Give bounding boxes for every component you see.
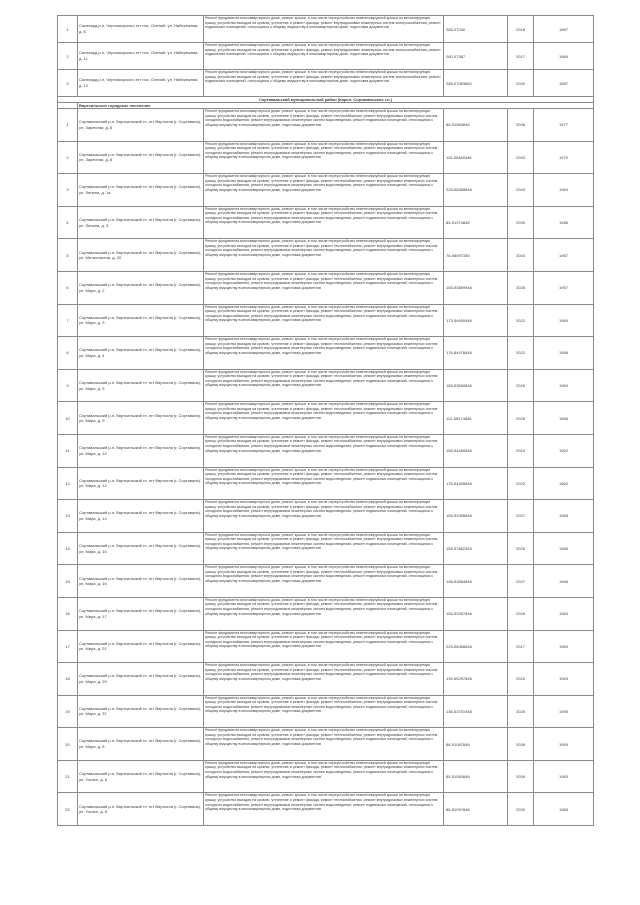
section-title: Сортавальский муниципальный район (Карел. Сортавальское г.п.) bbox=[58, 97, 594, 103]
build-year-cell: 1957 bbox=[534, 271, 594, 304]
table-row bbox=[58, 793, 594, 826]
work-description-cell: Ремонт фундамента многоквартирного дома, ремонт крыши, в том числе переустройство невентилируемой крыши на вентилируемую крышу, устройство выходов на кровлю, утепление и ремонт фасада, ремонт теплоснабжения, ремонт внутридомовых инженерных систем холодного водоснабжения, ремонт внутридомовых инженерных систем водоотведения, ремонт подвальных помещений, относящихся к общему имуществу в многоквартирном доме, подготовка документов bbox=[204, 630, 444, 663]
identifier-cell: 155-53396846 bbox=[444, 500, 508, 533]
build-year-cell: 1963 bbox=[534, 597, 594, 630]
address-cell: Сортавальский р-н, Вяртсильский гп, пгт Вяртсиля (г. Сортавала), ул. Заречная, д. 8 bbox=[78, 141, 204, 174]
table-row bbox=[58, 597, 594, 630]
work-description-cell: Ремонт фундамента многоквартирного дома, ремонт крыши, в том числе переустройство невентилируемой крыши на вентилируемую крышу, устройство выходов на кровлю, утепление и ремонт фасада, ремонт теплоснабжения, ремонт внутридомовых инженерных систем холодного водоснабжения, ремонт внутридомовых инженерных систем водоотведения, ремонт подвальных помещений, относящихся к общему имуществу в многоквартирном доме, подготовка документов bbox=[204, 760, 444, 793]
planned-year-cell: 2030 bbox=[508, 206, 534, 239]
planned-year-cell: 2039 bbox=[508, 760, 534, 793]
planned-year-cell: 2026 bbox=[508, 369, 534, 402]
row-number: 21 bbox=[58, 760, 78, 793]
table-row bbox=[58, 728, 594, 761]
row-number: 17 bbox=[58, 630, 78, 663]
address-cell: Сортавальский р-н, Вяртсильский гп, пгт Вяртсиля (г. Сортавала), ул. Угольн, д. 8 bbox=[78, 793, 204, 826]
table-body-main bbox=[58, 109, 594, 826]
address-cell: Сортавальский р-н, Вяртсильский гп, пгт Вяртсиля (г. Сортавала), ул. Мира, д. 12 bbox=[78, 467, 204, 500]
register-table-sheet bbox=[57, 15, 593, 826]
identifier-cell: 112-55374846 bbox=[444, 402, 508, 435]
table-row bbox=[58, 206, 594, 239]
work-description-cell: Ремонт фундамента многоквартирного дома, ремонт крыши, в том числе переустройство невентилируемой крыши на вентилируемую крышу, устройство выходов на кровлю, утепление и ремонт фасада, ремонт теплоснабжения, ремонт внутридомовых инженерных систем холодного водоснабжения, ремонт внутридомовых инженерных систем водоотведения, ремонт подвальных помещений, относящихся к общему имуществу в многоквартирном доме, подготовка документов bbox=[204, 532, 444, 565]
identifier-cell: 176-54406846 bbox=[444, 467, 508, 500]
build-year-cell: 1977 bbox=[534, 109, 594, 142]
build-year-cell: 1963 bbox=[534, 663, 594, 696]
address-cell: Сортавальский р-н, Вяртсильский гп, пгт Вяртсиля (г. Сортавала), ул. Мира, д. 16 bbox=[78, 565, 204, 598]
work-description-cell: Ремонт фундамента многоквартирного дома, ремонт крыши, в том числе переустройство невентилируемой крыши на вентилируемую крышу, устройство выходов на кровлю, утепление и ремонт фасада, ремонт теплоснабжения, ремонт внутридомовых инженерных систем холодного водоснабжения, ремонт внутридомовых инженерных систем водоотведения, ремонт подвальных помещений, относящихся к общему имуществу в многоквартирном доме, подготовка документов bbox=[204, 337, 444, 370]
work-description-cell: Ремонт фундамента многоквартирного дома, ремонт крыши, в том числе переустройство невентилируемой крыши на вентилируемую крышу, устройство выходов на кровлю, утепление и ремонт фасада, ремонт теплоснабжения, ремонт внутридомовых инженерных систем холодного водоснабжения, ремонт внутридомовых инженерных систем водоотведения, ремонт подвальных помещений, относящихся к общему имуществу в многоквартирном доме, подготовка документов bbox=[204, 663, 444, 696]
work-description-cell: Ремонт фундамента многоквартирного дома, ремонт крыши, в том числе переустройство невентилируемой крыши на вентилируемую крышу, устройство выходов на кровлю, утепление и ремонт фасада, ремонт теплоснабжения, ремонт внутридомовых инженерных систем холодного водоснабжения, ремонт внутридомовых инженерных систем водоотведения, ремонт подвальных помещений, относящихся к общему имуществу в многоквартирном доме, подготовка документов bbox=[204, 565, 444, 598]
subsection-title: Вяртсильское городское поселение bbox=[78, 103, 594, 109]
identifier-cell: 76-58097335 bbox=[444, 239, 508, 272]
row-number: 3 bbox=[58, 70, 78, 97]
identifier-cell: 86-91984846 bbox=[444, 109, 508, 142]
address-cell: Сортавальский р-н, Вяртсильский гп, пгт Вяртсиля (г. Сортавала), ул. Ленина, д. 1а bbox=[78, 174, 204, 207]
address-cell: Сортавальский р-н, Вяртсильский гп, пгт Вяртсиля (г. Сортавала), ул. Мира, д. 21 bbox=[78, 630, 204, 663]
row-number: 12 bbox=[58, 467, 78, 500]
work-description-cell: Ремонт фундамента многоквартирного дома, ремонт крыши, в том числе переустройство невентилируемой крыши на вентилируемую крышу, устройство выходов на кровлю, утепление и ремонт фасада, ремонт теплоснабжения, ремонт внутридомовых инженерных систем холодного водоснабжения, ремонт внутридомовых инженерных систем водоотведения, ремонт подвальных помещений, относящихся к общему имуществу в многоквартирном доме, подготовка документов bbox=[204, 206, 444, 239]
row-number: 7 bbox=[58, 304, 78, 337]
table-row bbox=[58, 500, 594, 533]
identifier-cell: 225-58368846 bbox=[444, 174, 508, 207]
build-year-cell: 1966 bbox=[534, 402, 594, 435]
planned-year-cell: 2026 bbox=[508, 402, 534, 435]
build-year-cell: 1956 bbox=[534, 337, 594, 370]
work-description-cell: Ремонт фундамента многоквартирного дома, ремонт крыши, в том числе переустройство невентилируемой крыши на вентилируемую крышу, устройство выходов на кровлю, утепление и ремонт фасада, ремонт теплоснабжения, ремонт внутридомовых инженерных систем холодного водоснабжения, ремонт внутридомовых инженерных систем водоотведения, ремонт подвальных помещений, относящихся к общему имуществу в многоквартирном доме, подготовка документов bbox=[204, 304, 444, 337]
identifier-cell: 136-53751948 bbox=[444, 695, 508, 728]
table-row bbox=[58, 760, 594, 793]
work-description-cell: Ремонт фундамента многоквартирного дома, ремонт крыши, в том числе переустройство невентилируемой крыши на вентилируемую крышу, устройство выходов на кровлю, утепление и ремонт фасада, ремонт теплоснабжения, ремонт внутридомовых инженерных систем холодного водоснабжения, ремонт внутридомовых инженерных систем водоотведения, ремонт подвальных помещений, относящихся к общему имуществу в многоквартирном доме, подготовка документов bbox=[204, 728, 444, 761]
row-number: 2 bbox=[58, 141, 78, 174]
work-description-cell: Ремонт фундамента многоквартирного дома, ремонт крыши, в том числе переустройство невентилируемой крыши на вентилируемую крышу, устройство выходов на кровлю, утепление и ремонт фасада, ремонт теплоснабжения, ремонт внутридомовых инженерных систем холодного водоснабжения, ремонт внутридомовых инженерных систем водоотведения, ремонт подвальных помещений, относящихся к общему имуществу в многоквартирном доме, подготовка документов bbox=[204, 402, 444, 435]
planned-year-cell: 2027 bbox=[508, 500, 534, 533]
address-cell: Сортавальский р-н, Вяртсильский гп, пгт Вяртсиля (г. Сортавала), ул. Мира, д. 17 bbox=[78, 597, 204, 630]
planned-year-cell: 2018 bbox=[508, 16, 534, 43]
identifier-cell: 139-55297846 bbox=[444, 663, 508, 696]
identifier-cell: 85-51374848 bbox=[444, 206, 508, 239]
build-year-cell: 1962 bbox=[534, 434, 594, 467]
identifier-cell: 86-51097848 bbox=[444, 793, 508, 826]
work-description-cell: Ремонт фундамента многоквартирного дома, ремонт крыши, в том числе переустройство невентилируемой крыши на вентилируемую крышу, устройство выходов на кровлю, утепление и ремонт фасада, ремонт теплоснабжения, ремонт внутридомовых инженерных систем холодного водоснабжения, ремонт внутридомовых инженерных систем водоотведения, ремонт подвальных помещений, относящихся к общему имуществу в многоквартирном доме, подготовка документов bbox=[204, 500, 444, 533]
build-year-cell: 1987 bbox=[534, 239, 594, 272]
planned-year-cell: 2038 bbox=[508, 109, 534, 142]
table-row bbox=[58, 174, 594, 207]
work-description-cell: Ремонт фундамента многоквартирного дома, ремонт крыши, в том числе переустройство невентилируемой крыши на вентилируемую крышу, устройство выходов на кровлю, утепление и ремонт фасада, ремонт внутридомовых инженерных систем электроснабжения, ремонт подвальных помещений, относящихся к общему имуществу в многоквартирном доме, подготовка документов bbox=[204, 43, 444, 70]
identifier-cell: 115-50489348 bbox=[444, 141, 508, 174]
row-number: 5 bbox=[58, 239, 78, 272]
build-year-cell: 1967 bbox=[534, 16, 594, 43]
table-row bbox=[58, 695, 594, 728]
address-cell: Сортавальский р-н, Вяртсильский гп, пгт Вяртсиля (г. Сортавала), ул. Мира, д. 29 bbox=[78, 663, 204, 696]
build-year-cell: 1963 bbox=[534, 760, 594, 793]
planned-year-cell: 2017 bbox=[508, 630, 534, 663]
table-row bbox=[58, 337, 594, 370]
identifier-cell: 85-51083848 bbox=[444, 760, 508, 793]
identifier-cell: 156-54480846 bbox=[444, 434, 508, 467]
planned-year-cell: 2025 bbox=[508, 695, 534, 728]
table-row bbox=[58, 141, 594, 174]
address-cell: Сортавальский р-н, Вяртсильский гп, пгт Вяртсиля (г. Сортавала), ул. Мира, д. 10 bbox=[78, 434, 204, 467]
table-row bbox=[58, 239, 594, 272]
table-body-top bbox=[58, 16, 594, 97]
row-number: 3 bbox=[58, 174, 78, 207]
work-description-cell: Ремонт фундамента многоквартирного дома, ремонт крыши, в том числе переустройство невентилируемой крыши на вентилируемую крышу, устройство выходов на кровлю, утепление и ремонт фасада, ремонт теплоснабжения, ремонт внутридомовых инженерных систем холодного водоснабжения, ремонт внутридомовых инженерных систем водоотведения, ремонт подвальных помещений, относящихся к общему имуществу в многоквартирном доме, подготовка документов bbox=[204, 141, 444, 174]
address-cell: Салехард р-н, Черноморского пгт пос. Олений, ул. Набережная, д. 11 bbox=[78, 43, 204, 70]
identifier-cell: 165-53650846 bbox=[444, 369, 508, 402]
build-year-cell: 1987 bbox=[534, 70, 594, 97]
planned-year-cell: 2040 bbox=[508, 70, 534, 97]
row-number: 6 bbox=[58, 271, 78, 304]
identifier-cell: 225-58368846 bbox=[444, 630, 508, 663]
identifier-cell: 173-54650946 bbox=[444, 304, 508, 337]
work-description-cell: Ремонт фундамента многоквартирного дома, ремонт крыши, в том числе переустройство невентилируемой крыши на вентилируемую крышу, устройство выходов на кровлю, утепление и ремонт фасада, ремонт теплоснабжения, ремонт внутридомовых инженерных систем холодного водоснабжения, ремонт внутридомовых инженерных систем водоотведения, ремонт подвальных помещений, относящихся к общему имуществу в многоквартирном доме, подготовка документов bbox=[204, 434, 444, 467]
work-description-cell: Ремонт фундамента многоквартирного дома, ремонт крыши, в том числе переустройство невентилируемой крыши на вентилируемую крышу, устройство выходов на кровлю, утепление и ремонт фасада, ремонт теплоснабжения, ремонт внутридомовых инженерных систем холодного водоснабжения, ремонт внутридомовых инженерных систем водоотведения, ремонт подвальных помещений, относящихся к общему имуществу в многоквартирном доме, подготовка документов bbox=[204, 467, 444, 500]
identifier-cell: 285-07040 bbox=[444, 16, 508, 43]
build-year-cell: 1960 bbox=[534, 304, 594, 337]
work-description-cell: Ремонт фундамента многоквартирного дома, ремонт крыши, в том числе переустройство невентилируемой крыши на вентилируемую крышу, устройство выходов на кровлю, утепление и ремонт фасада, ремонт внутридомовых инженерных систем электроснабжения, ремонт подвальных помещений, относящихся к общему имуществу в многоквартирном доме, подготовка документов bbox=[204, 70, 444, 97]
planned-year-cell: 2024 bbox=[508, 434, 534, 467]
build-year-cell: 1983 bbox=[534, 793, 594, 826]
planned-year-cell: 2017 bbox=[508, 43, 534, 70]
planned-year-cell: 2030 bbox=[508, 793, 534, 826]
table-row bbox=[58, 271, 594, 304]
build-year-cell: 1960 bbox=[534, 369, 594, 402]
table-row bbox=[58, 369, 594, 402]
work-description-cell: Ремонт фундамента многоквартирного дома, ремонт крыши, в том числе переустройство невентилируемой крыши на вентилируемую крышу, устройство выходов на кровлю, утепление и ремонт фасада, ремонт теплоснабжения, ремонт внутридомовых инженерных систем холодного водоснабжения, ремонт внутридомовых инженерных систем водоотведения, ремонт подвальных помещений, относящихся к общему имуществу в многоквартирном доме, подготовка документов bbox=[204, 271, 444, 304]
build-year-cell: 1989 bbox=[534, 43, 594, 70]
work-description-cell: Ремонт фундамента многоквартирного дома, ремонт крыши, в том числе переустройство невентилируемой крыши на вентилируемую крышу, устройство выходов на кровлю, утепление и ремонт фасада, ремонт теплоснабжения, ремонт внутридомовых инженерных систем холодного водоснабжения, ремонт внутридомовых инженерных систем водоотведения, ремонт подвальных помещений, относящихся к общему имуществу в многоквартирном доме, подготовка документов bbox=[204, 369, 444, 402]
build-year-cell: 1959 bbox=[534, 728, 594, 761]
build-year-cell: 1964 bbox=[534, 174, 594, 207]
planned-year-cell: 2025 bbox=[508, 532, 534, 565]
planned-year-cell: 2022 bbox=[508, 337, 534, 370]
build-year-cell: 1960 bbox=[534, 630, 594, 663]
address-cell: Сортавальский р-н, Вяртсильский гп, пгт Вяртсиля (г. Сортавала), ул. Мира, д. 3 bbox=[78, 304, 204, 337]
address-cell: Салехард р-н, Черноморского пгт пос. Олений, ул. Набережная, д. 12 bbox=[78, 70, 204, 97]
address-cell: Сортавальский р-н, Вяртсильский гп, пгт Вяртсиля (г. Сортавала), ул. Металлистов, д. 20 bbox=[78, 239, 204, 272]
address-cell: Сортавальский р-н, Вяртсильский гп, пгт Вяртсиля (г. Сортавала), ул. Угольн, д. 8 bbox=[78, 760, 204, 793]
row-number: 9 bbox=[58, 369, 78, 402]
work-description-cell: Ремонт фундамента многоквартирного дома, ремонт крыши, в том числе переустройство невентилируемой крыши на вентилируемую крышу, устройство выходов на кровлю, утепление и ремонт фасада, ремонт теплоснабжения, ремонт внутридомовых инженерных систем холодного водоснабжения, ремонт внутридомовых инженерных систем водоотведения, ремонт подвальных помещений, относящихся к общему имуществу в многоквартирном доме, подготовка документов bbox=[204, 109, 444, 142]
identifier-cell: 176-84476846 bbox=[444, 337, 508, 370]
row-number: 2 bbox=[58, 43, 78, 70]
build-year-cell: 1986 bbox=[534, 206, 594, 239]
table-row bbox=[58, 70, 594, 97]
identifier-cell: 198-53884846 bbox=[444, 565, 508, 598]
identifier-cell: 280-07387 bbox=[444, 43, 508, 70]
table-row bbox=[58, 109, 594, 142]
build-year-cell: 1966 bbox=[534, 565, 594, 598]
row-number: 11 bbox=[58, 434, 78, 467]
work-description-cell: Ремонт фундамента многоквартирного дома, ремонт крыши, в том числе переустройство невентилируемой крыши на вентилируемую крышу, устройство выходов на кровлю, утепление и ремонт фасада, ремонт теплоснабжения, ремонт внутридомовых инженерных систем холодного водоснабжения, ремонт внутридомовых инженерных систем водоотведения, ремонт подвальных помещений, относящихся к общему имуществу в многоквартирном доме, подготовка документов bbox=[204, 793, 444, 826]
row-number: 1 bbox=[58, 109, 78, 142]
address-cell: Сортавальский р-н, Вяртсильский гп, пгт Вяртсиля (г. Сортавала), ул. Ленина, д. 3 bbox=[78, 206, 204, 239]
planned-year-cell: 2033 bbox=[508, 141, 534, 174]
row-number: 22 bbox=[58, 793, 78, 826]
housing-register-table bbox=[57, 15, 594, 826]
section-header-group bbox=[58, 97, 594, 109]
table-row bbox=[58, 43, 594, 70]
row-number: 15 bbox=[58, 565, 78, 598]
planned-year-cell: 2043 bbox=[508, 239, 534, 272]
address-cell: Сортавальский р-н, Вяртсильский гп, пгт Вяртсиля (г. Сортавала), ул. Мира, д. 37 bbox=[78, 695, 204, 728]
planned-year-cell: 2022 bbox=[508, 304, 534, 337]
row-number: 18 bbox=[58, 663, 78, 696]
identifier-cell: 156-53397846 bbox=[444, 597, 508, 630]
table-row bbox=[58, 565, 594, 598]
identifier-cell: 86-51087848 bbox=[444, 728, 508, 761]
planned-year-cell: 2038 bbox=[508, 728, 534, 761]
work-description-cell: Ремонт фундамента многоквартирного дома, ремонт крыши, в том числе переустройство невентилируемой крыши на вентилируемую крышу, устройство выходов на кровлю, утепление и ремонт фасада, ремонт теплоснабжения, ремонт внутридомовых инженерных систем холодного водоснабжения, ремонт внутридомовых инженерных систем водоотведения, ремонт подвальных помещений, относящихся к общему имуществу в многоквартирном доме, подготовка документов bbox=[204, 174, 444, 207]
address-cell: Сортавальский р-н, Вяртсильский гп, пгт Вяртсиля (г. Сортавала), ул. Мира, д. 9 bbox=[78, 402, 204, 435]
identifier-cell: 155-57862343 bbox=[444, 532, 508, 565]
planned-year-cell: 2022 bbox=[508, 467, 534, 500]
table-row bbox=[58, 434, 594, 467]
row-number: 14 bbox=[58, 532, 78, 565]
row-number: 8 bbox=[58, 337, 78, 370]
work-description-cell: Ремонт фундамента многоквартирного дома, ремонт крыши, в том числе переустройство невентилируемой крыши на вентилируемую крышу, устройство выходов на кровлю, утепление и ремонт фасада, ремонт теплоснабжения, ремонт внутридомовых инженерных систем холодного водоснабжения, ремонт внутридомовых инженерных систем водоотведения, ремонт подвальных помещений, относящихся к общему имуществу в многоквартирном доме, подготовка документов bbox=[204, 695, 444, 728]
row-number: 1 bbox=[58, 16, 78, 43]
planned-year-cell: 2043 bbox=[508, 174, 534, 207]
address-cell: Сортавальский р-н, Вяртсильский гп, пгт Вяртсиля (г. Сортавала), ул. Мира, д. 8 bbox=[78, 728, 204, 761]
address-cell: Салехард р-н, Черноморского пгт пос. Олений, ул. Набережная, д. 8 bbox=[78, 16, 204, 43]
row-number: 4 bbox=[58, 206, 78, 239]
table-row bbox=[58, 663, 594, 696]
address-cell: Сортавальский р-н, Вяртсильский гп, пгт Вяртсиля (г. Сортавала), ул. Мира, д. 2 bbox=[78, 271, 204, 304]
address-cell: Сортавальский р-н, Вяртсильский гп, пгт Вяртсиля (г. Сортавала), ул. Мира, д. 5 bbox=[78, 369, 204, 402]
build-year-cell: 1965 bbox=[534, 500, 594, 533]
build-year-cell: 1962 bbox=[534, 467, 594, 500]
work-description-cell: Ремонт фундамента многоквартирного дома, ремонт крыши, в том числе переустройство невентилируемой крыши на вентилируемую крышу, устройство выходов на кровлю, утепление и ремонт фасада, ремонт теплоснабжения, ремонт внутридомовых инженерных систем холодного водоснабжения, ремонт внутридомовых инженерных систем водоотведения, ремонт подвальных помещений, относящихся к общему имуществу в многоквартирном доме, подготовка документов bbox=[204, 239, 444, 272]
build-year-cell: 1959 bbox=[534, 695, 594, 728]
address-cell: Сортавальский р-н, Вяртсильский гп, пгт Вяртсиля (г. Сортавала), ул. Мира, д. 15 bbox=[78, 532, 204, 565]
table-row bbox=[58, 532, 594, 565]
row-number: 10 bbox=[58, 402, 78, 435]
address-cell: Сортавальский р-н, Вяртсильский гп, пгт Вяртсиля (г. Сортавала), ул. Мира, д. 4 bbox=[78, 337, 204, 370]
planned-year-cell: 2026 bbox=[508, 271, 534, 304]
table-row bbox=[58, 402, 594, 435]
table-row bbox=[58, 467, 594, 500]
row-number: 13 bbox=[58, 500, 78, 533]
planned-year-cell: 2020 bbox=[508, 663, 534, 696]
address-cell: Сортавальский р-н, Вяртсильский гп, пгт Вяртсиля (г. Сортавала), ул. Мира, д. 14 bbox=[78, 500, 204, 533]
row-number: 20 bbox=[58, 728, 78, 761]
row-number: 16 bbox=[58, 597, 78, 630]
build-year-cell: 1970 bbox=[534, 141, 594, 174]
table-row bbox=[58, 304, 594, 337]
work-description-cell: Ремонт фундамента многоквартирного дома, ремонт крыши, в том числе переустройство невентилируемой крыши на вентилируемую крышу, устройство выходов на кровлю, утепление и ремонт фасада, ремонт теплоснабжения, ремонт внутридомовых инженерных систем холодного водоснабжения, ремонт внутридомовых инженерных систем водоотведения, ремонт подвальных помещений, относящихся к общему имуществу в многоквартирном доме, подготовка документов bbox=[204, 597, 444, 630]
identifier-cell: 285-07083862 bbox=[444, 70, 508, 97]
table-row bbox=[58, 630, 594, 663]
work-description-cell: Ремонт фундамента многоквартирного дома, ремонт крыши, в том числе переустройство невентилируемой крыши на вентилируемую крышу, устройство выходов на кровлю, утепление и ремонт фасада, ремонт внутридомовых инженерных систем электроснабжения, ремонт подвальных помещений, относящихся к общему имуществу в многоквартирном доме, подготовка документов bbox=[204, 16, 444, 43]
build-year-cell: 1966 bbox=[534, 532, 594, 565]
planned-year-cell: 2026 bbox=[508, 597, 534, 630]
address-cell: Сортавальский р-н, Вяртсильский гп, пгт Вяртсиля (г. Сортавала), ул. Заречная, д. 8 bbox=[78, 109, 204, 142]
identifier-cell: 165-53859946 bbox=[444, 271, 508, 304]
row-number: 19 bbox=[58, 695, 78, 728]
planned-year-cell: 2027 bbox=[508, 565, 534, 598]
table-row bbox=[58, 16, 594, 43]
